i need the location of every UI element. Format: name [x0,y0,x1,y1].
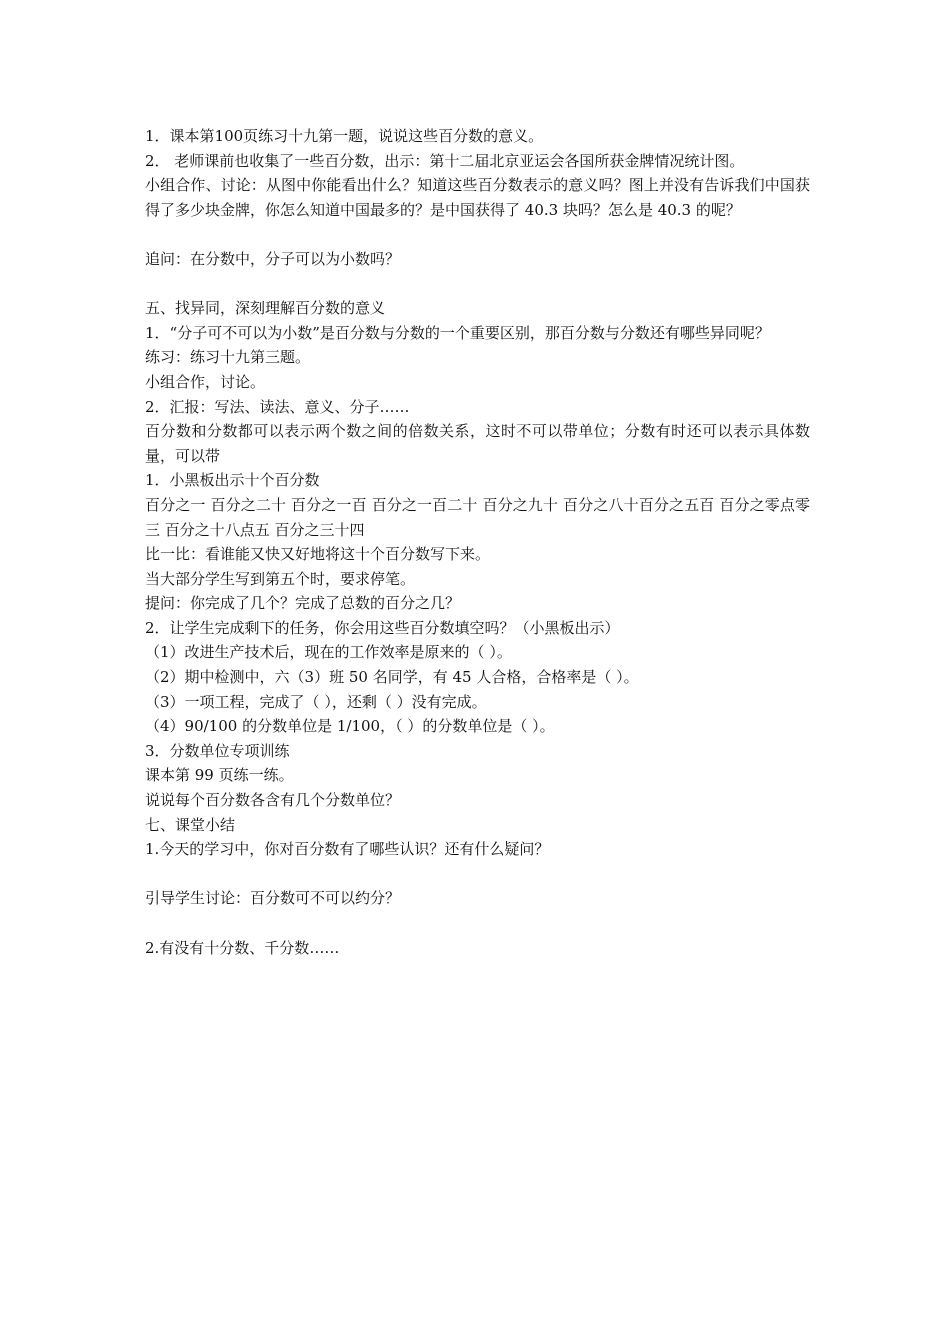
blank-line [145,911,810,936]
paragraph-group-work: 小组合作，讨论。 [145,372,266,391]
blank-line [145,272,810,297]
paragraph-guide-discussion: 引导学生讨论：百分数可不可以约分？ [145,889,401,908]
exercise-item-2: （2）期中检测中，六（3）班 50 名同学，有 45 人合格，合格率是（ ）。 [145,668,639,687]
paragraph-textbook-page: 课本第 99 页练一练。 [145,766,294,785]
paragraph-stop-writing: 当大部分学生写到第五个时，要求停笔。 [145,569,416,588]
paragraph-follow-up-question: 追问：在分数中，分子可以为小数吗？ [145,249,401,268]
section-heading-five: 五、找异同，深刻理解百分数的意义 [145,299,386,318]
paragraph-textbook-exercise: 1．课本第100页练习十九第一题，说说这些百分数的意义。 [145,127,544,145]
paragraph-ratio-relation: 百分数和分数都可以表示两个数之间的倍数关系，这时不可以带单位；分数有时还可以表示具体数量，可以带 [145,422,810,465]
paragraph-count-units: 说说每个百分数各含有几个分数单位？ [145,791,401,810]
paragraph-unit-training: 3．分数单位专项训练 [145,741,290,760]
exercise-item-1: （1）改进生产技术后，现在的工作效率是原来的（ ）。 [145,643,512,662]
paragraph-practice: 练习：练习十九第三题。 [145,348,311,367]
exercise-item-4: （4）90/100 的分数单位是 1/100，（ ）的分数单位是（ ）。 [145,717,555,736]
paragraph-tenth-thousandth: 2.有没有十分数、千分数…… [145,938,340,957]
paragraph-compare: 比一比：看谁能又快又好地将这十个百分数写下来。 [145,545,491,564]
exercise-item-3: （3）一项工程，完成了（ ），还剩（ ）没有完成。 [145,692,487,711]
paragraph-report: 2．汇报：写法、读法、意义、分子…… [145,397,410,416]
paragraph-group-discussion: 小组合作、讨论：从图中你能看出什么？知道这些百分数表示的意义吗？图上并没有告诉我们中国获得了多少块金牌，你怎么知道中国最多的？是中国获得了 40.3 块吗？怎么是 40.3 的呢？ [145,176,810,219]
paragraph-fill-blank-task: 2．让学生完成剩下的任务，你会用这些百分数填空吗？（小黑板出示） [145,618,620,637]
paragraph-difference: 1．“分子可不可以为小数”是百分数与分数的一个重要区别，那百分数与分数还有哪些异同呢？ [145,323,770,342]
paragraph-percent-list: 百分之一 百分之二十 百分之一百 百分之一百二十 百分之九十 百分之八十百分之五百 百分之零点零三 百分之十八点五 百分之三十四 [145,495,810,539]
document-body [145,124,810,960]
paragraph-summary-question: 1.今天的学习中，你对百分数有了哪些认识？还有什么疑问？ [145,840,550,859]
section-heading-seven: 七、课堂小结 [145,815,236,834]
paragraph-question: 提问：你完成了几个？完成了总数的百分之几？ [145,594,461,613]
paragraph-blackboard-ten: 1．小黑板出示十个百分数 [145,471,320,490]
blank-line [145,222,810,247]
paragraph-teacher-collected: 2． 老师课前也收集了一些百分数，出示：第十二届北京亚运会各国所获金牌情况统计图。 [145,151,745,170]
blank-line [145,862,810,887]
